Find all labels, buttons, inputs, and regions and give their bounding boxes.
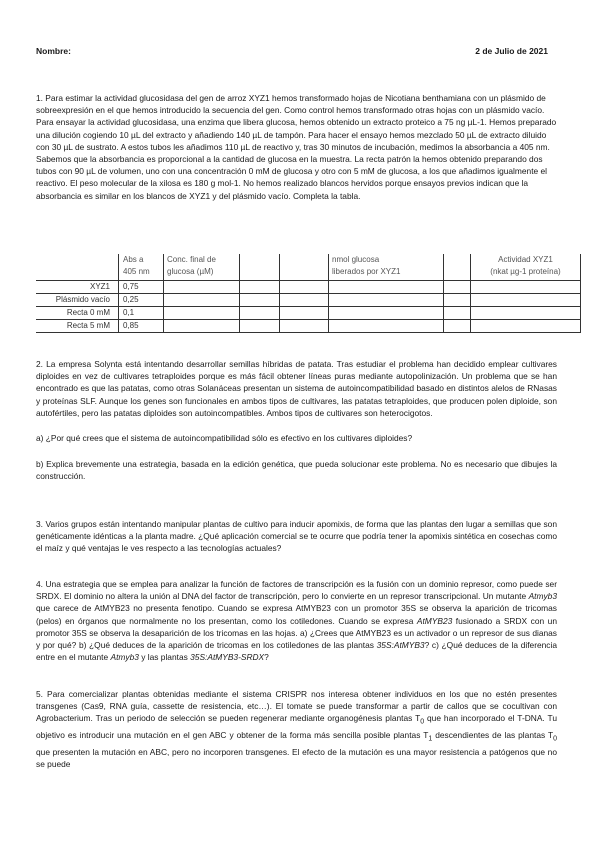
row-label: Plásmido vacío xyxy=(36,294,119,307)
question-3-text: 3. Varios grupos están intentando manipular plantas de cultivo para inducir apomixis, de forma que las plantas den lugar a semillas que son genéticamente idénticas a la planta madre. ¿Qué aplicación comercial se te ocurre que podría tener la apomixis sintética en cosechas como el maíz y qué ventajas le ves respecto a las tecnologías actuales? xyxy=(36,519,557,554)
gene-name: AtMYB23 xyxy=(416,615,453,626)
question-1-text: 1. Para estimar la actividad glucosidasa del gen de arroz XYZ1 hemos transformado hojas de Nicotiana benthamiana con un plásmido de sobreexpresión en el que hemos introducido la secuencia del gen. Como control hemos transformado otras hojas con un plásmido vacío. Para ensayar la actividad glucosidasa, una enzima que libera glucosa, hemos obtenido un extracto proteico a 75 ng µL-1. Hemos preparado una dilución cogiendo 10 µL del extracto y añadiendo 140 µL de tampón. Para hacer el ensayo hemos mezclado 50 µL de extracto diluido con 30 µL de sustrato. A estos tubos les añadimos 110 µL de reactivo y, tras 30 minutos de incubación, medimos la absorbancia a 405 nm. Sabemos que la absorbancia es proporcional a la cantidad de glucosa en la muestra. La recta patrón la hemos obtenido preparando dos tubos con 90 µL de volumen, uno con una concentración 0 mM de glucosa y otro con 5 mM de glucosa, a los que añadimos igualmente el reactivo. El peso molecular de la xilosa es 180 g mol-1. No hemos realizado blancos hervidos porque ensayos previos indican que la absorbancia es similar en los blancos de XYZ1 y del plásmido vacío. Completa la tabla. xyxy=(36,93,557,201)
exam-date: 2 de Julio de 2021 xyxy=(475,46,548,56)
name-label: Nombre: xyxy=(36,46,71,56)
exam-header xyxy=(36,46,548,56)
results-table xyxy=(36,254,581,333)
table-row xyxy=(36,307,581,320)
table-row xyxy=(36,294,581,307)
row-abs: 0,25 xyxy=(119,294,164,307)
row-label: Recta 0 mM xyxy=(36,307,119,320)
gene-name: Atmyb3 xyxy=(528,591,557,602)
table-row xyxy=(36,320,581,333)
row-abs: 0,1 xyxy=(119,307,164,320)
header-activity: Actividad XYZ1 (nkat µg-1 proteína) xyxy=(471,254,581,281)
gene-name: 35S:AtMYB3 xyxy=(376,640,425,651)
question-4-text: 4. Una estrategia que se emplea para analizar la función de factores de transcripción es la fusión con un dominio represor, como puede ser SRDX. El dominio no altera la unión al DNA del factor de transcripción, pero lo convierte en un represor transcripcional. Un mutante Atmyb3 que carece de AtMYB23 no presenta fenotipo. Cuando se expresa AtMYB23 con un promotor 35S se observa la aparición de tricomas (pelos) en órganos que normalmente no los presentan, como los cotiledones. Cuando se expresa AtMYB23 fusionado a SRDX con un promotor 35S se observa la desaparición de los tricomas en las hojas. a) ¿Crees que AtMYB23 es un activador o un represor de sus dianas y por qué? b) ¿Qué deduces de la aparición de tricomas en los cotiledones de las plantas 35S:AtMYB3? c) ¿Qué deduces de la diferencia entre en el mutante Atmyb3 y las plantas 35S:AtMYB3-SRDX? xyxy=(36,579,558,663)
row-abs: 0,85 xyxy=(119,320,164,333)
table-header-row xyxy=(36,254,581,281)
question-2-text: 2. La empresa Solynta está intentando desarrollar semillas híbridas de patata. Tras estudiar el problema han decidido emplear cultivares diploides en vez de cultivares tetraploides porque es más fácil obtener líneas puras mediante autopolinización. Un problema que se han encontrado es que las patatas, como otras Solanáceas presentan un sistema de autoincompatibilidad basado en distintos alelos de RNasas y proteínas SLF. Aunque los genes son funcionales en ambos tipos de cultivares, las patatas tetraploides, que producen polen diploide, son autofértiles, pero las patatas diploides son autoincompatibles. Ambos tipos de cultivares son heterocigotos. xyxy=(36,359,557,418)
header-conc: Conc. final de glucosa (µM) xyxy=(164,254,240,281)
gene-name: 35S:AtMYB3-SRDX xyxy=(190,652,265,663)
question-2b-text: b) Explica brevemente una estrategia, basada en la edición genética, que pueda solucionar este problema. No es necesario que dibujes la construcción. xyxy=(36,459,557,482)
question-2a-text: a) ¿Por qué crees que el sistema de autoincompatibilidad sólo es efectivo en los cultivares diploides? xyxy=(36,433,413,443)
row-abs: 0,75 xyxy=(119,281,164,294)
table-row xyxy=(36,281,581,294)
row-label: XYZ1 xyxy=(36,281,119,294)
question-5-text: 5. Para comercializar plantas obtenidas mediante el sistema CRISPR nos interesa obtener individuos en los que no estén presentes transgenes (Cas9, RNA guía, cassette de resistencia, etc…). El tomate se puede transformar a partir de callos que se cocultivan con Agrobacterium. Tras un periodo de selección se pueden regenerar mediante organogénesis plantas $T_0$ que han incorporado el T-DNA. Tu objetivo es introducir una mutación en el gen ABC y obtener de la forma más sencilla posible plantas $T_1$ descendientes de las plantas $T_0$ que presenten la mutación en ABC, pero no incorporen transgenes. El efecto de la mutación es una mayor resistencia a patógenos que no se puede xyxy=(36,689,557,770)
row-label: Recta 5 mM xyxy=(36,320,119,333)
header-nmol: nmol glucosa liberados por XYZ1 xyxy=(329,254,444,281)
gene-name: Atmyb3 xyxy=(110,652,139,663)
header-abs: Abs a 405 nm xyxy=(119,254,164,281)
